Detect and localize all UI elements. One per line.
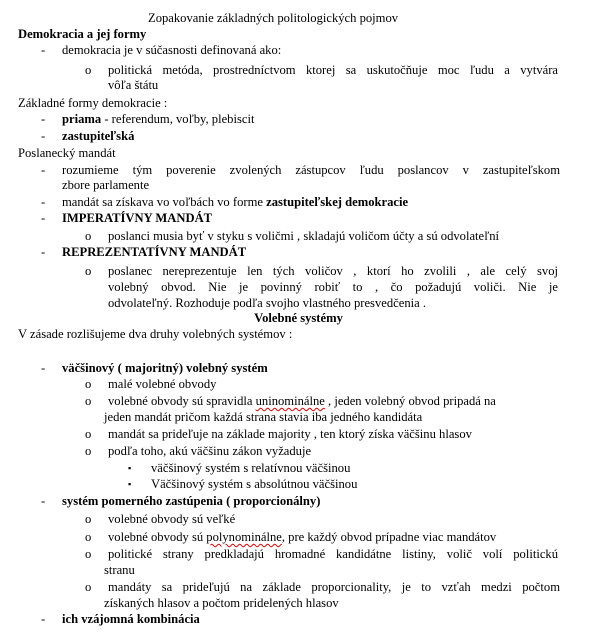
proportional-system-item: politické strany predkladajú hromadné kandidátne listiny, volič volí politickú — [108, 547, 558, 561]
proportional-system-item — [108, 530, 496, 545]
representative-mandate-text: volebný obvod. Nie je povinný robiť to , čo požadujú voliči. Nie je — [108, 280, 558, 294]
form-representative: zastupiteľská — [62, 129, 135, 143]
bullet-circle: o — [85, 530, 92, 544]
mandate-acquisition — [62, 195, 408, 210]
proportional-system-item: získaných hlasov a počtom pridelených hlasov — [104, 596, 339, 610]
democracy-definition-line: vôľa štátu — [108, 78, 159, 92]
majority-item-text: volebné obvody sú spravidla — [108, 394, 256, 408]
representative-mandate-heading: REPREZENTATÍVNY MANDÁT — [62, 245, 247, 259]
bullet-dash: - — [41, 129, 46, 143]
bullet-dash: - — [41, 361, 46, 375]
proportional-item-text: , pre každý obvod prípadne viac mandátov — [281, 530, 497, 544]
bullet-circle: o — [85, 377, 92, 391]
bullet-dash: - — [41, 43, 46, 57]
bullet-dash: - — [41, 163, 46, 177]
mandate-acquisition-bold: zastupiteľskej demokracie — [266, 195, 409, 209]
majority-item-text: , jeden volebný obvod pripadá na — [324, 394, 496, 408]
proportional-system-item: mandáty sa prideľujú na základe proporcionality, je to vzťah medzi počtom — [108, 580, 560, 594]
bullet-circle: o — [85, 394, 92, 408]
bullet-square: ▪ — [128, 463, 132, 473]
bullet-square: ▪ — [128, 479, 132, 489]
bullet-dash: - — [41, 112, 46, 126]
imperative-mandate-heading: IMPERATÍVNY MANDÁT — [62, 211, 213, 225]
document-title: Zopakovanie základných politologických pojmov — [148, 11, 399, 25]
majority-subtype: Väčšinový systém s absolútnou väčšinou — [151, 477, 358, 491]
majority-system-item: malé volebné obvody — [108, 377, 217, 391]
proportional-system-item: volebné obvody sú veľké — [108, 512, 236, 526]
section-heading-forms: Základné formy demokracie : — [18, 96, 168, 110]
spellcheck-word: uninominálne — [255, 394, 325, 408]
form-direct — [62, 112, 254, 127]
section-heading-electoral-systems: Volebné systémy — [254, 311, 343, 325]
bullet-circle: o — [85, 63, 92, 77]
mandate-definition-line: zbore parlamente — [62, 178, 150, 192]
bullet-circle: o — [85, 264, 92, 278]
bullet-circle: o — [85, 444, 92, 458]
majority-system-item: jeden mandát pričom každá strana stavia iba jedného kandidáta — [104, 410, 423, 424]
bullet-circle: o — [85, 229, 92, 243]
representative-mandate-text: odvolateľný. Rozhoduje podľa svojho vlastného presvedčenia . — [108, 296, 427, 310]
bullet-dash: - — [41, 612, 46, 626]
democracy-definition-intro: demokracia je v súčasnosti definovaná ako: — [62, 43, 282, 57]
combination-heading: ich vzájomná kombinácia — [62, 612, 200, 626]
bullet-dash: - — [41, 195, 46, 209]
majority-system-heading: väčšinový ( majoritný) volebný systém — [62, 361, 268, 375]
electoral-systems-intro: V zásade rozlišujeme dva druhy volebných systémov : — [18, 327, 293, 341]
majority-subtype: väčšinový systém s relatívnou väčšinou — [151, 461, 351, 475]
bullet-circle: o — [85, 427, 92, 441]
bullet-dash: - — [41, 245, 46, 259]
bullet-circle: o — [85, 547, 92, 561]
bullet-circle: o — [85, 580, 92, 594]
spellcheck-word: polynominálne — [206, 530, 282, 544]
section-heading-democracy: Demokracia a jej formy — [18, 27, 147, 41]
proportional-system-heading: systém pomerného zastúpenia ( proporcionálny) — [62, 494, 321, 508]
proportional-item-text: volebné obvody sú — [108, 530, 207, 544]
bullet-circle: o — [85, 512, 92, 526]
democracy-definition-line: politická metóda, prostredníctvom ktorej sa uskutočňuje moc ľudu a vytvára — [108, 63, 558, 77]
mandate-acquisition-text: mandát sa získava vo voľbách vo forme — [62, 195, 267, 209]
imperative-mandate-text: poslanci musia byť v styku s voličmi , skladajú voličom účty a sú odvolateľní — [108, 229, 500, 243]
majority-system-item — [108, 394, 496, 409]
bullet-dash: - — [41, 211, 46, 225]
proportional-system-item: stranu — [104, 563, 135, 577]
bullet-dash: - — [41, 494, 46, 508]
mandate-definition-line: rozumieme tým poverenie zvolených zástupcov ľudu poslancov v zastupiteľskom — [62, 163, 560, 177]
majority-system-item: mandát sa prideľuje na základe majority , ten ktorý získa väčšinu hlasov — [108, 427, 472, 441]
majority-system-item: podľa toho, akú väčšinu zákon vyžaduje — [108, 444, 312, 458]
form-direct-label: priama — [62, 112, 102, 126]
section-heading-mandate: Poslanecký mandát — [18, 146, 116, 160]
representative-mandate-text: poslanec nereprezentuje len tých voličov , ktorí ho zvolili , ale celý svoj — [108, 264, 558, 278]
form-direct-examples: - referendum, voľby, plebiscit — [101, 112, 255, 126]
